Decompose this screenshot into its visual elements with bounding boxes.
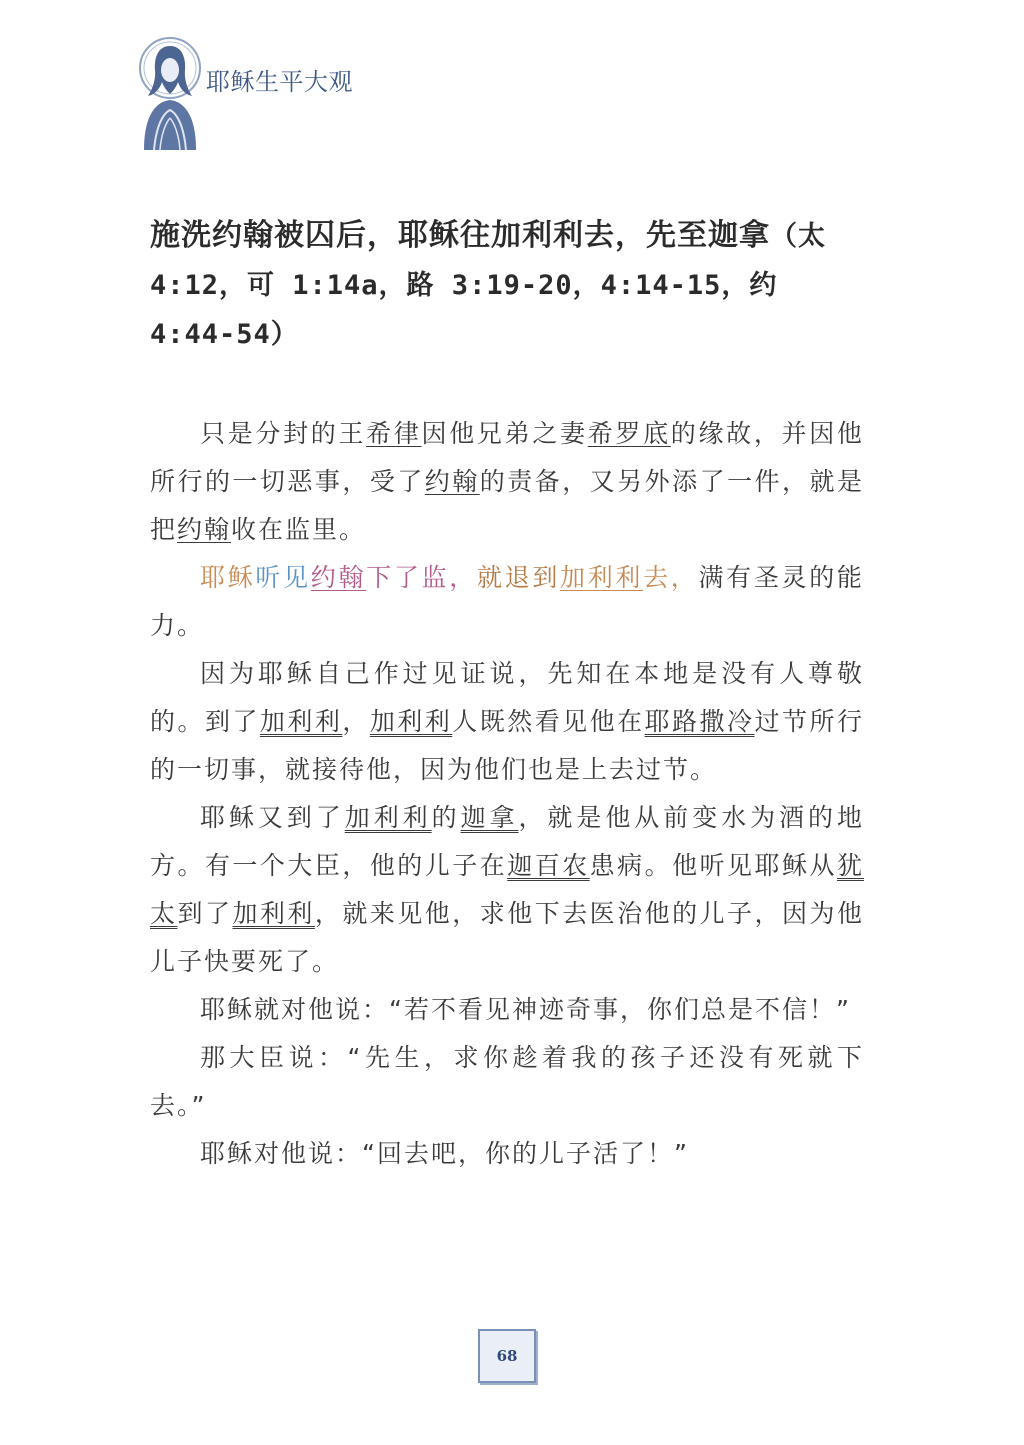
underlined-term: 希罗底 — [587, 419, 671, 448]
paragraph — [150, 1034, 864, 1130]
text-segment: 听见 — [255, 563, 311, 592]
text-segment: 人既然看见他在 — [452, 707, 645, 736]
text-segment: 的缘故，并因他所行的一切恶事，受了 — [150, 419, 864, 496]
text-segment: 耶稣对他说：“回去吧，你的儿子活了！” — [200, 1139, 689, 1168]
text-segment: ， — [342, 707, 370, 736]
underlined-term: 约翰 — [310, 563, 367, 592]
underlined-term: 加利利 — [232, 899, 315, 928]
text-segment: 就退到 — [476, 563, 561, 592]
text-segment: 收在监里。 — [231, 515, 367, 544]
page-header — [110, 24, 410, 144]
text-segment: 只是分封的王 — [200, 419, 367, 448]
section-title-reference: （太 4:12，可 1:14a，路 3:19-20，4:14-15，约 4:44-54） — [150, 221, 826, 350]
text-segment: 下了监， — [366, 563, 477, 592]
text-segment: 因他兄弟之妻 — [421, 419, 588, 448]
paragraph — [150, 986, 864, 1034]
underlined-term: 加利利 — [259, 707, 343, 736]
text-segment: 耶稣又到了 — [200, 803, 345, 832]
underlined-term: 犹太 — [150, 851, 864, 928]
underlined-term: 希律 — [366, 419, 422, 448]
page-number-box — [478, 1329, 536, 1383]
header-title: 耶稣生平大观 — [206, 68, 353, 96]
text-segment: ，就是他从前变水为酒的地方。有一个大臣，他的儿子在 — [150, 803, 864, 880]
paragraph — [150, 554, 864, 650]
text-segment: 过节所行的一切事，就接待他，因为他们也是上去过节。 — [150, 707, 864, 784]
text-segment: 到了 — [177, 899, 233, 928]
underlined-term: 耶路撒冷 — [644, 707, 755, 736]
text-segment: 的 — [431, 803, 461, 832]
text-segment: 患病。他听见耶稣从 — [589, 851, 837, 880]
section-title-main: 施洗约翰被囚后，耶稣往加利利去，先至迦拿 — [150, 218, 770, 253]
underlined-term: 加利利 — [344, 803, 432, 832]
underlined-term: 加利利 — [560, 563, 644, 592]
underlined-term: 约翰 — [177, 515, 232, 544]
paragraph — [150, 1130, 864, 1178]
underlined-term: 约翰 — [424, 467, 480, 496]
text-segment: 因为耶稣自己作过见证说，先知在本地是没有人尊敬的。到了 — [150, 659, 864, 736]
body-text — [150, 410, 864, 1178]
underlined-term: 迦拿 — [460, 803, 519, 832]
paragraph — [150, 794, 864, 986]
text-segment: 耶稣 — [200, 563, 256, 592]
paragraph — [150, 410, 864, 554]
text-segment: ，就来见他，求他下去医治他的儿子，因为他儿子快要死了。 — [150, 899, 864, 976]
text-segment: 的责备，又另外添了一件，就是把 — [150, 467, 864, 544]
jesus-portrait-logo — [130, 32, 210, 150]
page-number: 68 — [496, 1347, 518, 1365]
section-title — [150, 212, 864, 359]
paragraph — [150, 650, 864, 794]
text-segment: 去， — [643, 563, 699, 592]
text-segment: 耶稣就对他说：“若不看见神迹奇事，你们总是不信！” — [200, 995, 851, 1024]
text-segment: 那大臣说：“先生，求你趁着我的孩子还没有死就下去。” — [150, 1043, 864, 1120]
underlined-term: 迦百农 — [507, 851, 590, 880]
text-segment: 满有圣灵的能力。 — [150, 563, 864, 640]
underlined-term: 加利利 — [369, 707, 453, 736]
